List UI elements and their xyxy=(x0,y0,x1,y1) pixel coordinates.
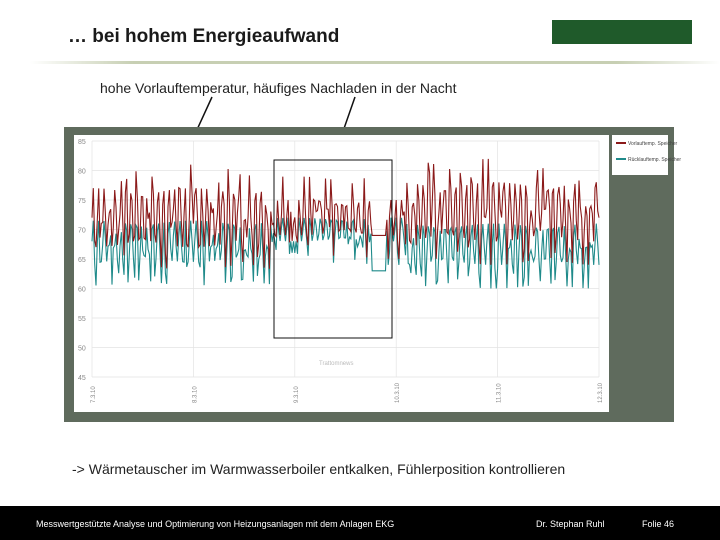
footer-author: Dr. Stephan Ruhl xyxy=(536,519,605,529)
x-tick-label: 8.3.10 xyxy=(192,386,199,403)
annotation-bottom: -> Wärmetauscher im Warmwasserboiler entkalken, Fühlerposition kontrollieren xyxy=(72,461,566,477)
y-tick-label: 85 xyxy=(78,139,86,146)
y-tick-label: 75 xyxy=(78,198,86,205)
annotation-top: hohe Vorlauftemperatur, häufiges Nachladen in der Nacht xyxy=(100,80,457,96)
x-tick-label: 10.3.10 xyxy=(395,382,402,403)
slide-title: … bei hohem Energieaufwand xyxy=(68,26,340,47)
x-tick-label: 12.3.10 xyxy=(598,382,604,403)
y-tick-label: 70 xyxy=(78,227,86,235)
watermark: Trattomnews xyxy=(319,361,354,367)
y-tick-label: 55 xyxy=(78,316,86,323)
x-tick-label: 7.3.10 xyxy=(91,386,97,403)
footer-page: Folie 46 xyxy=(642,519,675,529)
y-tick-label: 50 xyxy=(78,345,86,353)
footer-title: Messwertgestützte Analyse und Optimierung von Heizungsanlagen mit dem Anlagen EKG xyxy=(36,519,395,529)
y-tick-label: 60 xyxy=(78,286,86,294)
y-tick-label: 45 xyxy=(78,375,86,382)
y-tick-label: 80 xyxy=(78,168,86,176)
y-axis xyxy=(78,139,86,382)
x-tick-label: 11.3.10 xyxy=(496,383,503,403)
x-tick-label: 9.3.10 xyxy=(293,386,300,403)
legend-label: Vorlauftemp. Speicher xyxy=(628,141,678,147)
y-tick-label: 65 xyxy=(78,257,86,264)
footer-bar xyxy=(0,506,720,540)
temperature-chart xyxy=(64,127,682,422)
legend-label: Rücklauftemp. Speicher xyxy=(628,157,682,163)
chart-panel xyxy=(64,127,682,422)
